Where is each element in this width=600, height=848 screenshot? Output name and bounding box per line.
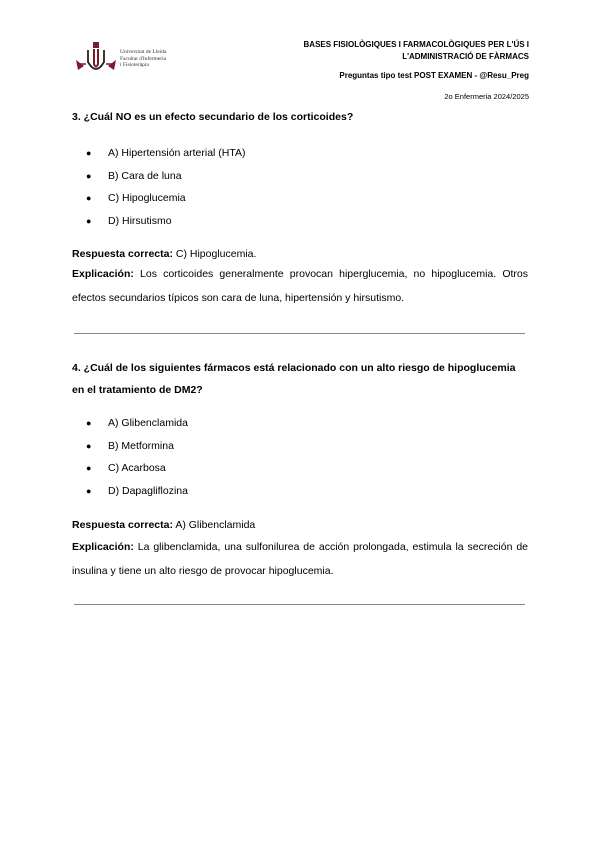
explanation-label: Explicación: xyxy=(72,541,134,553)
option-item: ● B) Cara de luna xyxy=(72,165,246,188)
academic-year: 2o Enfermeria 2024/2025 xyxy=(444,92,529,101)
answer-label: Respuesta correcta: xyxy=(72,248,173,260)
answer-value: C) Hipoglucemia. xyxy=(175,248,257,260)
option-item: ● A) Glibenclamida xyxy=(72,412,188,435)
options-list xyxy=(72,412,188,502)
correct-answer xyxy=(72,246,256,262)
section-divider xyxy=(74,604,525,605)
question-title: 3. ¿Cuál NO es un efecto secundario de los corticoides? xyxy=(72,111,354,123)
explanation xyxy=(72,535,528,583)
option-item: ● B) Metformina xyxy=(72,435,188,458)
course-title-line1: BASES FISIOLÒGIQUES I FARMACOLÒGIQUES PER L'ÚS I xyxy=(303,40,529,49)
explanation-text: La glibenclamida, una sulfonilurea de acción prolongada, estimula la secreción de insulina y tiene un alto riesgo de provocar hipoglucemia. xyxy=(72,541,528,577)
university-crest-icon xyxy=(74,40,118,80)
answer-value: A) Glibenclamida xyxy=(175,519,256,531)
correct-answer xyxy=(72,517,255,533)
course-title xyxy=(304,39,529,63)
section-divider xyxy=(74,333,525,334)
explanation-text: Los corticoides generalmente provocan hiperglucemia, no hipoglucemia. Otros efectos secundarios típicos son cara de luna, hipertensión y hirsutismo. xyxy=(72,268,528,304)
course-title-line2: L'ADMINISTRACIÓ DE FÀRMACS xyxy=(402,52,529,61)
option-item: ● C) Hipoglucemia xyxy=(72,187,246,210)
university-logo xyxy=(74,40,194,80)
explanation xyxy=(72,262,528,310)
document-subtitle: Preguntas tipo test POST EXAMEN - @Resu_Preg xyxy=(339,71,529,80)
options-list xyxy=(72,142,246,232)
answer-label: Respuesta correcta: xyxy=(72,519,173,531)
explanation-label: Explicación: xyxy=(72,268,134,280)
option-item: ● D) Dapagliflozina xyxy=(72,480,188,503)
question-title: 4. ¿Cuál de los siguientes fármacos está relacionado con un alto riesgo de hipoglucemia en el tratamiento de DM2? xyxy=(72,362,516,396)
option-item: ● D) Hirsutismo xyxy=(72,210,246,233)
institution-name: Universitat de Lleida Facultat d'Infermeria i Fisioteràpia xyxy=(120,49,167,68)
option-item: ● A) Hipertensión arterial (HTA) xyxy=(72,142,246,165)
option-item: ● C) Acarbosa xyxy=(72,457,188,480)
